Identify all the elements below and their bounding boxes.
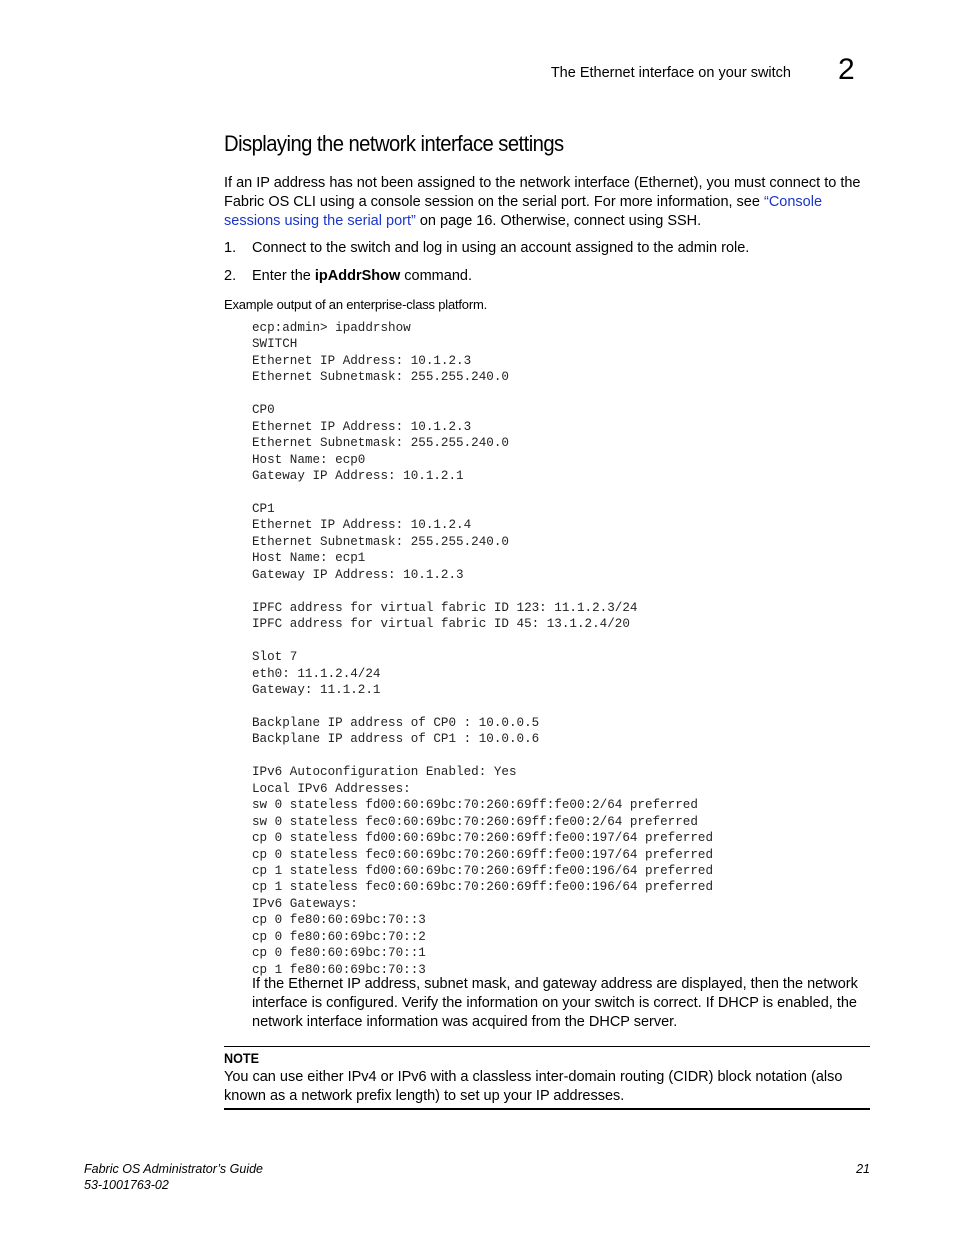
footer-page-number: 21 (856, 1162, 870, 1176)
note-text: You can use either IPv4 or IPv6 with a classless inter-domain routing (CIDR) block notation (also known as a network prefix length) to set up your IP addresses. (224, 1069, 843, 1104)
step-text-suffix: command. (400, 268, 472, 284)
section-heading: Displaying the network interface settings (224, 131, 564, 156)
footer-doc-number: 53-1001763-02 (84, 1178, 169, 1192)
intro-paragraph (224, 174, 872, 230)
command-name: ipAddrShow (314, 268, 401, 284)
note-label: NOTE (224, 1050, 260, 1066)
step-number: 1. (224, 240, 237, 256)
chapter-number: 2 (838, 53, 855, 86)
running-header-title: The Ethernet interface on your switch (550, 65, 791, 81)
footer-guide-title: Fabric OS Administrator’s Guide (84, 1162, 263, 1176)
code-block: ecp:admin> ipaddrshow SWITCH Ethernet IP Address: 10.1.2.3 Ethernet Subnetmask: 255.255.240.0 CP0 Ethernet IP Address: 10.1.2.3 Ethernet Subnetmask: 255.255.240.0 Host Name: ecp0 Gateway IP Address: 10.1.2.1 CP1 Ethernet IP Address: 10.1.2.4 Ethernet Subnetmask: 255.255.240.0 Host Name: ecp1 Gateway IP Address: 10.1.2.3 IPFC address for virtual fabric ID 123: 11.1.2.3/24 IPFC address for virtual fabric ID 45: 13.1.2.4/20 Slot 7 eth0: 11.1.2.4/24 Gateway: 11.1.2.1 Backplane IP address of CP0 : 10.0.0.5 Backplane IP address of CP1 : 10.0.0.6 IPv6 Autoconfiguration Enabled: Yes Local IPv6 Addresses: sw 0 stateless fd00:60:69bc:70:260:69ff:fe00:2/64 preferred sw 0 stateless fec0:60:69bc:70:260:69ff:fe00:2/64 preferred cp 0 stateless fd00:60:69bc:70:260:69ff:fe00:197/64 preferred cp 0 stateless fec0:60:69bc:70:260:69ff:fe00:197/64 preferred cp 1 stateless fd00:60:69bc:70:260:69ff:fe00:196/64 preferred cp 1 stateless fec0:60:69bc:70:260:69ff:fe00:196/64 preferred IPv6 Gateways: cp 0 fe80:60:69bc:70::3 cp 0 fe80:60:69bc:70::2 cp 0 fe80:60:69bc:70::1 cp 1 fe80:60:69bc:70::3 (252, 321, 714, 977)
intro-text-after: on page 16. Otherwise, connect using SSH. (415, 212, 702, 229)
example-label: Example output of an enterprise-class platform. (224, 297, 488, 312)
note-bottom-rule (224, 1108, 870, 1110)
intro-text-before: If an IP address has not been assigned to the network interface (Ethernet), you must connect to the Fabric OS CLI using a console session on the serial port. For more information, see (224, 175, 861, 210)
note-top-rule (224, 1046, 870, 1047)
console-sessions-link[interactable]: “Console sessions using the serial port” (224, 193, 823, 229)
step-text: Connect to the switch and log in using an account assigned to the admin role. (252, 240, 750, 256)
step-number: 2. (224, 268, 237, 284)
step-1 (224, 240, 749, 256)
step-2 (224, 268, 472, 284)
followup-paragraph: If the Ethernet IP address, subnet mask, and gateway address are displayed, then the network interface is configured. Verify the information on your switch is correct. If DHCP is enabled, the network interface information was acquired from the DHCP server. (252, 976, 858, 1030)
step-text-prefix: Enter the (252, 268, 315, 284)
